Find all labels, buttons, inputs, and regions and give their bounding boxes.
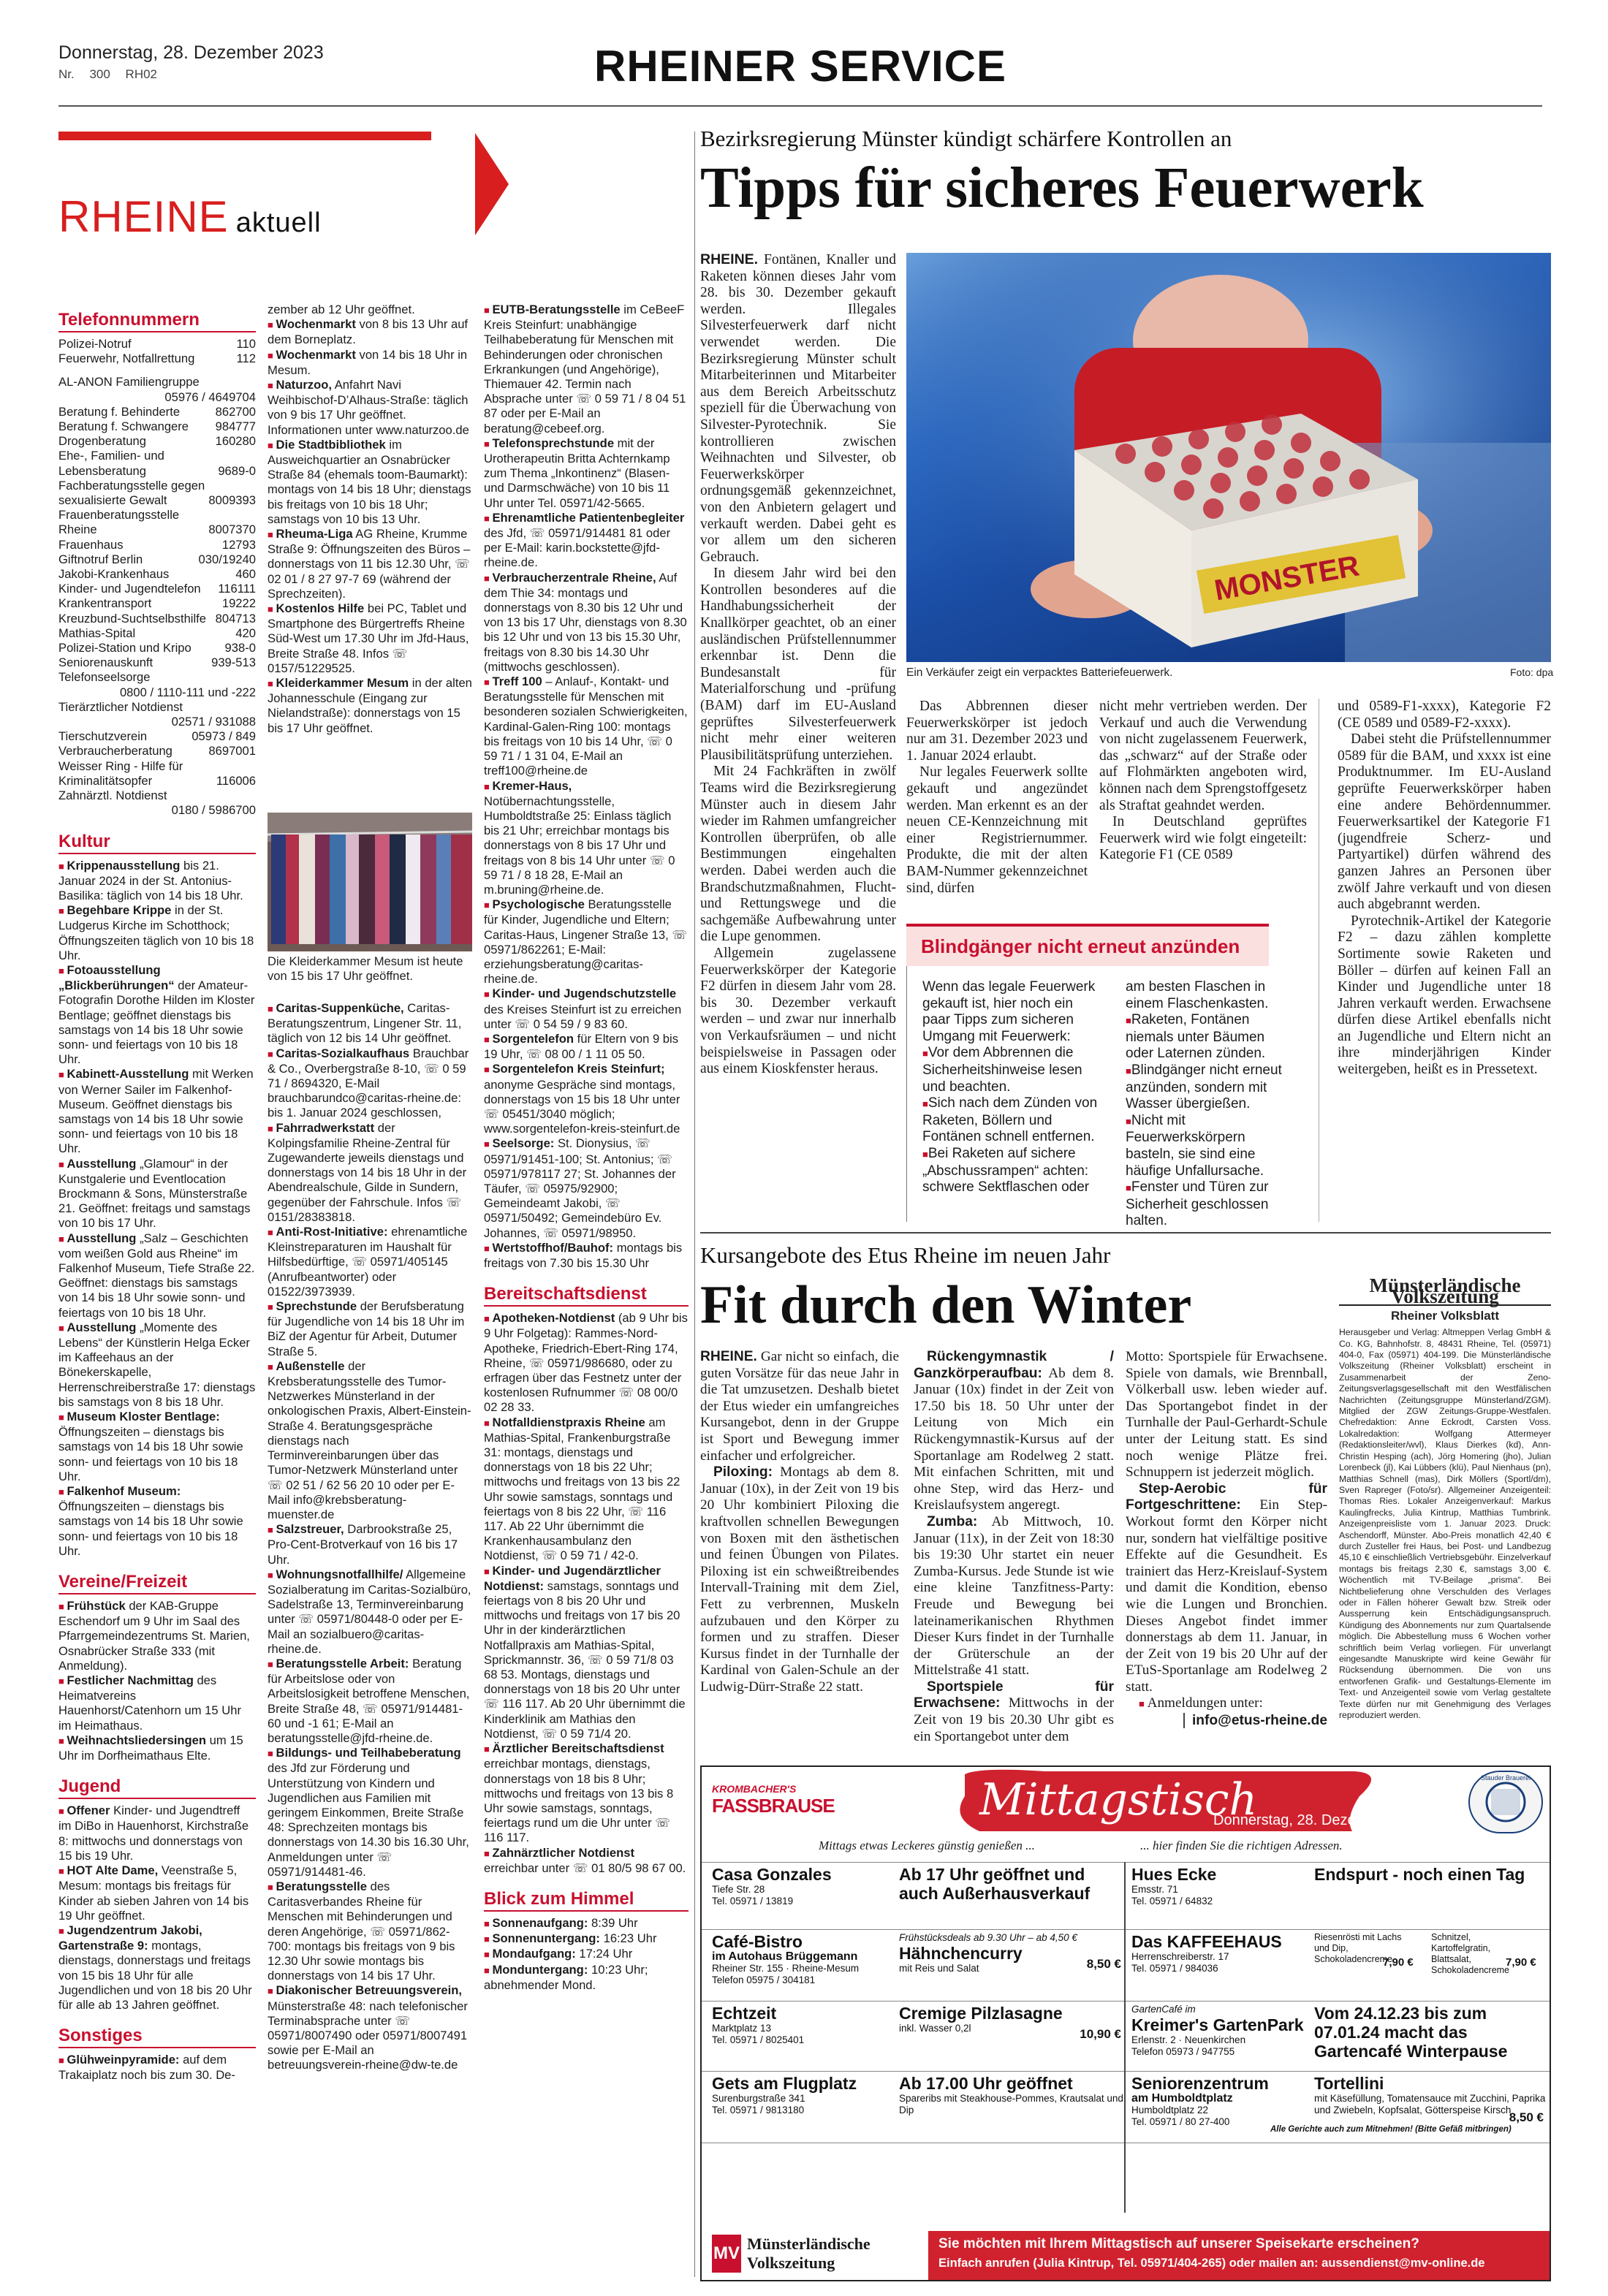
article1-col1: RHEINE. Fontänen, Knaller und Raketen können dieses Jahr vom 28. bis 30. Dezember gekauft werden. Illegales Silvesterfeuerwerk darf nicht verwendet werden. Die Bezirksregierung Münster schult Mitarbeiterinnen und Mitarbeiter aus dem Bereich Arbeitsschutz speziell für die Überwachung von Silvester-Pyrotechnik. Sie kontrollieren zwischen Weihnachten und Silvester, ob Feuerwerkskörper ordnungsgemäß gekennzeichnet, von den Anbietern gelagert und verkauft werden. Dabei geht es vor allem um den sicheren Gebrauch. In diesem Jahr wird bei den Kontrollen besonderes auf die Handhabungssicherheit der Knallkörper geachtet, ob an einer ausländischen Prüfstellennummer erkennbar ist. Denn die Bundesanstalt für Materialforschung und -prüfung (BAM) darf im EU-Ausland geprüftes Silvesterfeuerwerk nicht mehr einer weiteren Plausibilitätsprüfung unterziehen. Mit 24 Fachkräften in zwölf Teams wird die Bezirksregierung Münster auch in diesem Jahr wieder im Rahmen umfangreicher Kontrollen überprüfen, ob alle Bestimmungen eingehalten werden. Dabei werden auch die Brandschutzmaßnahmen, Flucht- und Rettungswege und die sachgemäße Aufbewahrung unter die Lupe genommen. Allgemein zugelassene Feuerwerkskörper der Kategorie F2 dürfen in diesem Jahr vom 28. bis 30. Dezember verkauft werden – und zwar nur innerhalb von Verkaufsräumen – und nicht beispielsweise in Passagen oder aus einem Kioskfenster heraus. <box>700 251 896 1077</box>
service-column-1 <box>58 310 256 2083</box>
phone-row: 02571 / 931088 <box>171 715 256 729</box>
phone-row: Verbraucherberatung 8697001 <box>58 744 256 759</box>
article2-col3: Motto: Sportspiele für Erwachsene. Spiele von damals, wie Brennball, Völkerball usw. leben wieder auf. Das Sportangebot findet in der Turnhalle der Paul-Gerhardt-Schule unter der Leitung statt. Es sind noch wenige Plätze frei. Schnuppern ist jederzeit möglich. Step-Aerobic für Fortgeschrittene: Ein Step-Workout formt den Körper nicht nur, sondern hat vielfältige positive Effekte auf die Gesundheit. Es trainiert das Herz-Kreislauf-System und damit die Kondition, ebenso wie die Lungen und Bronchien. Dieses Angebot findet immer donnerstags ab dem 11. Januar, in der Zeit von 19 bis 20 Uhr auf der ETuS-Sportanlage am Rodelweg 2 statt. ■ Anmeldungen unter: info@etus-rheine.de <box>1126 1349 1327 1729</box>
service-item: ■ Wohnungsnotfallhilfe/ Allgemeine Sozialberatung im Caritas-Sozialbüro, Sadelstraße 13, Terminvereinbarung unter ☏ 05971/80448-0 oder per E-Mail an sozialbuero@caritas-rheine.de. <box>268 1567 471 1656</box>
phone-row: sexualisierte Gewalt 8009393 <box>58 493 256 508</box>
tip-item: ■Sich nach dem Zünden von Raketen, Böllern und Fontänen schnell entfernen. <box>922 1095 1098 1145</box>
himmel-item: ■ Sonnenuntergang: 16:23 Uhr <box>484 1931 657 1946</box>
phone-row: Krankentransport 19222 <box>58 596 256 611</box>
kultur-item: ■ Ausstellung „Momente des Lebens“ der Künstlerin Helga Ecker im Kaffeehaus an der Bönekerskapelle, Herrenschreiberstraße 17: dienstags bis samstags von 8 bis 18 Uhr. <box>58 1320 256 1409</box>
kultur-item: ■ Begehbare Krippe in der St. Ludgerus Kirche im Schotthock; Öffnungszeiten täglich von 10 bis 18 Uhr. <box>58 903 254 962</box>
service-item: ■ Kinder- und Jugendschutzstelle des Kreises Steinfurt ist zu erreichen unter ☏ 0 54 59 / 9 83 60. <box>484 987 682 1031</box>
kultur-item: ■ Falkenhof Museum: Öffnungszeiten – dienstags bis samstags von 14 bis 18 Uhr sowie sonn- und feiertags von 10 bis 18 Uhr. <box>58 1484 243 1558</box>
fireworks-caption: Ein Verkäufer zeigt ein verpacktes Batteriefeuerwerk. <box>906 666 1173 679</box>
phone-row: Rheine 8007370 <box>58 522 256 537</box>
ad-cell: Café-Bistro im Autohaus Brüggemann Rheiner Str. 155 · Rheine-Mesum Telefon 05975 / 304181 <box>712 1932 860 1985</box>
ad-cell: Cremige Pilzlasagne inkl. Wasser 0,2l 10,90 € <box>899 2004 1121 2041</box>
phone-row: Frauenhaus 12793 <box>58 537 256 552</box>
sponsor-name: KROMBACHER'S <box>712 1783 797 1795</box>
service-item: ■ Anti-Rost-Initiative: ehrenamtliche Kleinstreparaturen im Haushalt für Hilfsbedürftige, ☏ 05971/405145 (Anrufbeantworter) oder 01522/3973939. <box>268 1225 468 1299</box>
article1-col2: Das Abbrennen dieser Feuerwerkskörper ist jedoch nur am 31. Dezember 2023 und 1. Januar 2024 erlaubt. Nur legales Feuerwerk sollte gekauft und angezündet werden. Man erkennt es an der neuen CE-Kennzeichnung mit einer Registriernummer. Produkte, die mit der alten BAM-Nummer gekennzeichnet sind, dürfen <box>906 699 1088 896</box>
mittagstisch-ad <box>700 1765 1551 2281</box>
service-item: ■ Beratungsstelle Arbeit: Beratung für Arbeitslose oder von Arbeitslosigkeit betroffene Menschen, Breite Straße 48, ☏ 05971/914481-60 und -1 61; E-Mail an beratungsstelle@jfd-rheine.de. <box>268 1656 470 1745</box>
phone-row: Tierschutzverein 05973 / 849 <box>58 729 256 744</box>
kultur-item: ■ Museum Kloster Bentlage: Öffnungszeiten – dienstags bis samstags von 14 bis 18 Uhr sowie sonn- und feiertags von 10 bis 18 Uhr. <box>58 1410 243 1483</box>
tip-item: ■Nicht mit Feuerwerkskörpern basteln, sie sind eine häufige Unfallursache. <box>1126 1112 1264 1179</box>
masthead-sub: Rheiner Volksblatt <box>1391 1308 1499 1323</box>
red-arrow-icon <box>475 133 509 235</box>
impressum-text: Herausgeber und Verlag: Altmeppen Verlag GmbH & Co. KG, Bahnhofstr. 8, 48431 Rheine, Tel. (05971) 404-0, Fax (05971) 404-199. Die Münsterländische Volkszeitung (Rheiner Volksblatt) erscheint in Zusammenarbeit der Zeno-Zeitungsverlagsgesellschaft mit den Westfälischen Nachrichten (Zeitungsgruppe Münsterland/ZGM). Mitglied der ZGW Zeitungs-Gruppe-Westfalen. Chefredaktion: Anne Eckrodt, Carsten Voss. Lokalredaktion: Wolfgang Attermeyer (Redaktionsleiter/wvl), Klaus Dierkes (kd), Ann-Christin Hesping (ach), Jörg Homering (jho), Julian Lorenbeck (jl), Kai Lübbers (klü), Paul Nienhaus (pn), Matthias Schnell (mas), Dirk Möllers (Sportl/dm), Sven Rapreger (Foto/sr). Allgemeiner Anzeigenteil: Thomas Ries. Lokaler Anzeigenverkauf: Markus Kaulingfrecks, Julia Kintrup, Matthias Tumbrink. Anzeigenpreisliste vom 1. Januar 2023. Druck: Aschendorff, Münster. Abo-Preis monatlich 42,40 € durch Zusteller frei Haus, bei Post- und Landbezug 45,10 € einschließlich Vertriebsgebühr. Einzelverkauf montags bis freitags 2,30 €, samstags 3,00 €. Wöchentlich mit TV-Beilage „prisma“. Bei Nichtbelieferung ohne Verschulden des Verlages oder in Fällen höherer Gewalt bzw. Streik oder Aussperrung kein Entschädigungsanspruch. Kündigung des Abonnements nur zum Quartalsende möglich. Die Abbestellung muss 6 Wochen vorher schriftlich beim Verlag vorliegen. Für unverlangt eingesandte Manuskripte wird keine Gewähr für Rücksendung übernommen. Die von uns entworfenen Grafik- und Gestaltungs-Elemente im Text- und Anzeigenteil sowie vom Verlag gestaltete Texte dürfen nur mit Genehmigung des Verlages reproduziert werden. <box>1339 1327 1551 1721</box>
service-item: ■ Wochenmarkt von 8 bis 13 Uhr auf dem Borneplatz. <box>268 317 469 347</box>
service-item: ■ Bildungs- und Teilhabeberatung des Jfd zur Förderung und Unterstützung von Kindern und Jugendlichen aus Familien mit geringem Einkommen, Breite Straße 48: Sprechzeiten montags bis donnerstags von 14.30 bis 16.30 Uhr, Anmeldungen unter ☏ 05971/914481-46. <box>268 1746 469 1879</box>
service-column-3 <box>484 303 689 1993</box>
service-column-2b <box>268 1001 472 2073</box>
bereitschaft-item: ■ Notfalldienstpraxis Rheine am Mathias-Spital, Frankenburgstraße 31: montags, dienstags und donnerstags von 18 bis 22 Uhr; mittwochs und freitags von 13 bis 22 Uhr sowie samstags, sonntags und feiertags von 8 bis 22 Uhr, ☏ 116 117. Ab 22 Uhr übernimmt die Krankenhausambulanz den Notdienst, ☏ 0 59 71 / 42-0. <box>484 1415 680 1563</box>
phone-row: Tierärztlicher Notdienst <box>58 699 183 714</box>
ad-cell: Seniorenzentrum am Humboldtplatz Humboldtplatz 22 Tel. 05971 / 80 27-400 <box>1131 2074 1269 2127</box>
ad-date: Donnerstag, 28. Dezember2023 <box>1213 1812 1422 1828</box>
service-item: ■ Diakonischer Betreuungsverein, Münsterstraße 48: nach telefonischer Terminabsprache unter ☏ 05971/8007490 oder 05971/8007491 sowie per E-Mail an betreuungsverein-rheine@dw-te.de <box>268 1983 468 2072</box>
service-item: ■ Kremer-Haus, Notübernachtungsstelle, Humboldtstraße 25: Einlass täglich bis 21 Uhr; erreichbar montags bis donnerstags von 8 bis 17 Uhr und freitags von 8 bis 14 Uhr unter ☏ 0 59 71 / 8 18 28, E-Mail an m.bruning@rheine.de. <box>484 778 675 897</box>
kultur-item: ■ Ausstellung „Salz – Geschichten vom weißen Gold aus Rheine“ im Falkenhof Museum, Tiefe Straße 22. Geöffnet: dienstags bis samstags von 14 bis 18 Uhr sowie sonn- und feiertags von 10 bis 18 Uhr. <box>58 1231 255 1320</box>
service-item: ■ Ehrenamtliche Patientenbegleiter des Jfd, ☏ 05971/914481 81 oder per E-Mail: karin.bockstette@jfd-rheine.de. <box>484 510 685 570</box>
phone-row: Kinder- und Jugendtelefon 116111 <box>58 582 256 596</box>
ad-cell: Casa Gonzales Tiefe Str. 28 Tel. 05971 / 13819 <box>712 1865 832 1907</box>
himmel-item: ■ Sonnenaufgang: 8:39 Uhr <box>484 1915 638 1930</box>
bereitschaft-item: ■ Apotheken-Notdienst (ab 9 Uhr bis 9 Uhr Folgetag): Rammes-Nord-Apotheke, Friedrich-Ebert-Ring 174, Rheine, ☏ 05971/986680, oder zu erfragen über das Festnetz unter der kostenlosen Rufnummer ☏ 08 00/0 02 28 33. <box>484 1311 688 1415</box>
phone-row: Fachberatungsstelle gegen <box>58 478 205 493</box>
service-item: zember ab 12 Uhr geöffnet. <box>268 303 415 316</box>
vereine-heading: Vereine/Freizeit <box>58 1572 256 1594</box>
kleiderkammer-caption: Die Kleiderkammer Mesum ist heute von 15 bis 17 Uhr geöffnet. <box>268 954 463 984</box>
service-item: ■ Wertstoffhof/Bauhof: montags bis freitags von 7.30 bis 15.30 Uhr <box>484 1240 683 1270</box>
kultur-item: ■ Ausstellung „Glamour“ in der Kunstgalerie und Eventlocation Brockmann & Sons, Münsterstraße 21. Geöffnet: freitags und samstags von 10 bis 17 Uhr. <box>58 1156 251 1231</box>
ad-cell: GartenCafé im Kreimer's GartenPark Erlenstr. 2 · Neuenkirchen Telefon 05973 / 947755 <box>1131 2004 1304 2057</box>
tip-item: ■Raketen, Fontänen niemals unter Bäumen oder Laternen zünden. <box>1126 1012 1266 1062</box>
service-column-2 <box>268 303 472 736</box>
service-item: ■ Die Stadtbibliothek im Ausweichquartier an Osnabrücker Straße 84 (ehemals toom-Baumarkt): montags von 14 bis 18 Uhr; dienstags bis freitags von 10 bis 18 Uhr; samstags von 10 bis 13 Uhr. <box>268 437 471 526</box>
service-item: ■ Caritas-Suppenküche, Caritas-Beratungszentrum, Lingener Str. 11, täglich von 12 bis 14 Uhr geöffnet. <box>268 1001 462 1046</box>
blindgaenger-box-head: Blindgänger nicht erneut anzünden <box>906 924 1269 966</box>
sonstiges-item: ■ Glühweinpyramide: auf dem Trakaiplatz noch bis zum 30. De- <box>58 2053 235 2083</box>
himmel-item: abnehmender Mond. <box>484 1977 596 1992</box>
article1-col3: nicht mehr vertrieben werden. Der Verkauf und auch die Verwendung von nicht zugelassenem Feuerwerk, das „schwarz“ auf der Straße oder auf Flohmärkten angeboten wird, können nach dem Sprengstoffgesetz als Straftat geahndet werden. In Deutschland geprüftes Feuerwerk wird wie folgt eingeteilt: Kategorie F1 (CE 0589 <box>1099 699 1307 863</box>
service-item: ■ Außenstelle der Krebsberatungsstelle des Tumor-Netzwerkes Münsterland in der onkologischen Praxis, Albert-Einstein-Straße 4. Beratungsgespräche dienstags nach Terminvereinbarungen über das Tumor-Netzwerk Münsterland unter ☏ 02 51 / 62 56 20 10 oder per E-Mail info@krebsberatung-muenster.de <box>268 1358 471 1521</box>
phone-row: Polizei-Station und Kripo 938-0 <box>58 641 256 655</box>
sonstiges-heading: Sonstiges <box>58 2026 256 2048</box>
brand-name: RHEINE aktuell <box>58 192 322 241</box>
article2-kicker: Kursangebote des Etus Rheine im neuen Jahr <box>700 1242 1111 1268</box>
service-item: ■ Caritas-Sozialkaufhaus Brauchbar & Co., Overbergstraße 8-10, ☏ 0 59 71 / 8694320, E-Mail brauchbarundco@caritas-rheine.de: bis 1. Januar 2024 geschlossen, <box>268 1046 469 1120</box>
jugend-item: ■ Jugendzentrum Jakobi, Gartenstraße 9: montags, dienstags, donnerstags und freitags von 15 bis 18 Uhr für alle Jugendlichen und von 18 bis 20 Uhr für alle ab 13 Jahren geöffnet. <box>58 1923 252 2012</box>
service-item: ■ Beratungsstelle des Caritasverbandes Rheine für Menschen mit Behinderungen und deren Angehörige, ☏ 05971/862-700: montags bis freitags von 9 bis 12.30 Uhr sowie montags bis donnerstags von 14 bis 17 Uhr. <box>268 1879 455 1983</box>
column-divider <box>694 132 695 2277</box>
kultur-item: ■ Fotoausstellung „Blickberührungen“ der Amateur-Fotografin Dorothe Hilden im Kloster Bentlage; geöffnet dienstags bis samstags von 14 bis 18 Uhr sowie sonn- und feiertags von 10 bis 18 Uhr. <box>58 962 255 1067</box>
footer-line-1: Sie möchten mit Ihrem Mittagstisch auf unserer Speisekarte erscheinen? <box>938 2236 1419 2251</box>
tip-item: ■Vor dem Abbrennen die Sicherheitshinweise lesen und beachten. <box>922 1045 1082 1095</box>
fireworks-photo <box>906 253 1551 662</box>
ad-row-divider <box>702 1862 1551 1863</box>
ad-cell: Frühstücksdeals ab 9.30 Uhr – ab 4,50 € Hähnchencurry mit Reis und Salat 8,50 € <box>899 1932 1121 1974</box>
phone-row: Frauenberatungsstelle <box>58 508 180 522</box>
brewery-logo: Stauder Brauerei <box>1480 1774 1531 1782</box>
phone-row: Lebensberatung 9689-0 <box>58 463 256 478</box>
service-item: ■ Sorgentelefon Kreis Steinfurt; anonyme Gespräche sind montags, donnerstags von 15 bis 18 Uhr unter ☏ 05451/3040 möglich; www.sorgentelefon-kreis-steinfurt.de <box>484 1062 680 1136</box>
service-item: ■ Wochenmarkt von 14 bis 18 Uhr in Mesum. <box>268 347 468 377</box>
service-item: ■ Rheuma-Liga AG Rheine, Krumme Straße 9: Öffnungszeiten des Büros – donnerstags von 11 bis 12.30 Uhr, ☏ 02 01 / 8 27 97-7 69 (während der Sprechzeiten). <box>268 527 471 601</box>
jugend-heading: Jugend <box>58 1776 256 1799</box>
bereitschaft-heading: Bereitschaftsdienst <box>484 1284 689 1307</box>
photo-credit: Foto: dpa <box>1510 666 1554 678</box>
phone-row: Polizei-Notruf 110 <box>58 337 256 351</box>
ad-cell: Tortellini mit Käsefüllung, Tomatensauce mit Zucchini, Paprika und Zwiebeln, Kopfsalat, Götterspeise Kirsch 8,50 € Alle Gerichte auch zum Mitnehmen! (Bitte Gefäß mitbringen) <box>1270 2074 1546 2134</box>
phone-row: 0180 / 5986700 <box>171 803 256 818</box>
service-item: ■ Kostenlos Hilfe bei PC, Tablet und Smartphone des Bürgertreffs Rheine Süd-West um 17.30 Uhr im Jfd-Haus, Breite Straße 48. Infos ☏ 0157/51229525. <box>268 601 469 675</box>
kultur-item: ■ Kabinett-Ausstellung mit Werken von Werner Sailer im Falkenhof-Museum. Geöffnet dienstags bis samstags von 14 bis 18 Uhr sowie sonn- und feiertags von 10 bis 18 Uhr. <box>58 1067 254 1156</box>
blindgaenger-box-col2 <box>1126 979 1295 1230</box>
etus-email-link[interactable]: info@etus-rheine.de <box>1183 1713 1327 1728</box>
service-item: ■ Seelsorge: St. Dionysius, ☏ 05971/91451-100; St. Antonius; ☏ 05971/978117 27; St. Johannes der Täufer, ☏ 05975/92900; Gemeindeamt Jakobi, ☏ 05971/50492; Gemeindebüro Ev. Johannes, ☏ 05971/98950. <box>484 1136 676 1240</box>
kultur-item: ■ Krippenausstellung bis 21. Januar 2024 in der St. Antonius-Basilika: täglich von 14 bis 18 Uhr. <box>58 858 243 902</box>
ad-cell: Hues Ecke Emsstr. 71 Tel. 05971 / 64832 <box>1131 1865 1217 1907</box>
phone-row: Jakobi-Krankenhaus 460 <box>58 567 256 582</box>
vereine-item: ■ Festlicher Nachmittag des Heimatvereins Hauenhorst/Catenhorn um 15 Uhr im Heimathaus. <box>58 1673 241 1733</box>
ad-cell: Echtzeit Marktplatz 13 Tel. 05971 / 8025401 <box>712 2004 805 2045</box>
himmel-heading: Blick zum Himmel <box>484 1889 689 1912</box>
service-item: ■ Salzstreuer, Darbrookstraße 25, Pro-Cent-Brotverkauf von 16 bis 17 Uhr. <box>268 1522 458 1567</box>
issue-date: Donnerstag, 28. Dezember 2023 <box>58 42 324 63</box>
blindgaenger-box-col1: Wenn das legale Feuerwerk gekauft ist, hier noch ein paar Tipps zum sicheren Umgang mit Feuerwerk: ■Vor dem Abbrennen die Sicherheitshinweise lesen und beachten. ■Sich nach dem Zünden von Raketen, Böllern und Fontänen schnell entfernen. ■Bei Raketen auf sichere „Abschussrampen“ achten: schwere Sektflaschen oder <box>922 979 1104 1196</box>
ad-cell: Gets am Flugplatz Surenburgstraße 341 Tel. 05971 / 9813180 <box>712 2074 857 2116</box>
phone-row: Beratung f. Behinderte 862700 <box>58 404 256 419</box>
bereitschaft-item: ■ Zahnärztlicher Notdienst erreichbar unter ☏ 01 80/5 98 67 00. <box>484 1845 686 1875</box>
service-item: ■ Psychologische Beratungsstelle für Kinder, Jugendliche und Eltern; Caritas-Haus, Lingener Straße 13, ☏ 05971/862261; E-Mail: erziehungsberatung@caritas-rheine.de. <box>484 897 688 987</box>
phone-row: Mathias-Spital 420 <box>58 626 256 640</box>
ad-cell: Ab 17 Uhr geöffnet und auch Außerhausverkauf <box>899 1865 1091 1903</box>
telefon-heading: Telefonnummern <box>58 310 256 332</box>
phone-row: Giftnotruf Berlin 030/19240 <box>58 552 256 566</box>
ad-tagline-1: Mittags etwas Leckeres günstig genießen ... <box>819 1839 1035 1852</box>
phone-row: Seniorenauskunft 939-513 <box>58 655 256 670</box>
service-item: ■ Telefonsprechstunde mit der Urotherapeutin Britta Achternkamp zum Thema „Inkontinenz“ (Blasen- und Darmschwäche) von 10 bis 11 Uhr unter Tel. 05971/42-5665. <box>484 436 670 510</box>
phone-row: Kreuzbund-Suchtselbsthilfe 804713 <box>58 611 256 626</box>
jugend-item: ■ HOT Alte Dame, Veenstraße 5, Mesum: montags bis freitags für Kinder ab sieben Jahren von 14 bis 19 Uhr geöffnet. <box>58 1863 249 1923</box>
rheine-aktuell-brand <box>58 132 687 248</box>
issue-number: Nr. 300 RH02 <box>58 67 158 81</box>
service-item: ■ Fahrradwerkstatt der Kolpingsfamilie Rheine-Zentral für Zugewanderte jeweils dienstags und donnerstags von 14 bis 18 Uhr in der Abendrealschule, Gilde in Sundern, gegenüber der Fahrschule. Infos ☏ 0151/28383818. <box>268 1120 467 1224</box>
himmel-item: ■ Monduntergang: 10:23 Uhr; <box>484 1962 648 1977</box>
footer-line-2: Einfach anrufen (Julia Kintrup, Tel. 05971/404-265) oder mailen an: aussendienst@mv-online.de <box>938 2257 1485 2270</box>
tip-item: ■Fenster und Türen zur Sicherheit geschlossen halten. <box>1126 1179 1269 1229</box>
mv-logo: MV <box>712 2235 741 2273</box>
phone-row: Feuerwehr, Notfallrettung 112 <box>58 351 256 366</box>
vereine-item: ■ Frühstück der KAB-Gruppe Eschendorf um 9 Uhr im Saal des Pfarrgemeindezentrums St. Marien, Osnabrücker Straße 333 (mit Anmeldung). <box>58 1599 250 1673</box>
service-item: ■ Naturzoo, Anfahrt Navi Weihbischof-D’Alhaus-Straße: täglich von 9 bis 17 Uhr geöffnet. Informationen unter www.naturzoo.de <box>268 378 469 437</box>
tip-item: am besten Flaschen in einem Flaschenkasten. <box>1126 979 1269 1011</box>
phone-row: Ehe-, Familien- und <box>58 449 164 463</box>
article2-col2: Rückengymnastik / Ganzkörperaufbau: Ab dem 8. Januar (10x) findet in der Zeit von 17.50 bis 18. 50 Uhr unter der Leitung von Mich ein Rückengymnastik-Kursus auf der Sportanlage am Rodelweg 2 statt. Mit einfachen Schritten, mit und ohne Step, wird das Herz- und Kreislaufsystem angeregt. Zumba: Ab Mittwoch, 10. Januar (11x), in der Zeit von 18:30 bis 19:30 Uhr startet ein neuer Zumba-Kursus. Jede Stunde ist wie eine kleine Tanzfitness-Party: Freude und Bewegung bei lateinamerikanischen Rhythmen Dieser Kurs findet in der Turnhalle der Grüterschule an der Mittelstraße 41 statt. Sportspiele für Erwachsene: Mittwochs in der Zeit von 19 bis 20.30 Uhr gibt es ein Sportangebot unter dem <box>914 1349 1115 1744</box>
article-divider <box>700 1232 1551 1233</box>
ad-tagline-2: ... hier finden Sie die richtigen Adressen. <box>1140 1839 1343 1852</box>
clothes-rack-photo <box>268 813 472 951</box>
phone-row: 0800 / 1110-111 und -222 <box>119 685 256 699</box>
service-item: ■ Treff 100 – Anlauf-, Kontakt- und Beratungsstelle für Menschen mit besonderen sozialen Schwierigkeiten, Kardinal-Galen-Ring 100: montags bis freitags von 10 bis 14 Uhr, ☏ 0 59 71 / 1 31 04, E-Mail an treff100@rheine.de <box>484 674 688 778</box>
service-item: ■ Sprechstunde der Berufsberatung für Jugendliche von 14 bis 18 Uhr im BiZ der Agentur für Arbeit, Dutumer Straße 5. <box>268 1299 465 1358</box>
jugend-item: ■ Offener Kinder- und Jugendtreff im DiBo in Hauenhorst, Kirchstraße 8: mittwochs und donnerstags von 15 bis 19 Uhr. <box>58 1803 249 1863</box>
section-title: RHEINER SERVICE <box>593 42 1007 91</box>
ad-title: Mittagstisch <box>979 1774 1258 1825</box>
ad-cell: Vom 24.12.23 bis zum 07.01.24 macht das Gartencafé Winterpause <box>1314 2004 1508 2061</box>
box-rule-left <box>906 966 907 1222</box>
ad-cell: Endspurt - noch einen Tag <box>1314 1865 1525 1884</box>
phone-row: AL-ANON Familiengruppe <box>58 375 200 389</box>
phone-row: Beratung f. Schwangere 984777 <box>58 419 256 434</box>
phone-row: Drogenberatung 160280 <box>58 434 256 449</box>
tip-item: ■Bei Raketen auf sichere „Abschussrampen“ achten: schwere Sektflaschen oder <box>922 1145 1090 1195</box>
article2-headline: Fit durch den Winter <box>700 1275 1192 1335</box>
bereitschaft-item: ■ Ärztlicher Bereitschaftsdienst erreichbar montags, dienstags, donnerstags von 18 bis 8 Uhr; mittwochs und freitags von 13 bis 8 Uhr sowie samstags, sonntags, feiertags rund um die Uhr unter ☏ 116 117. <box>484 1741 674 1845</box>
service-item: ■ EUTB-Beratungsstelle im CeBeeF Kreis Steinfurt: unabhängige Teilhabeberatung für Menschen mit Behinderungen oder chronischen Erkrankungen (und Angehörige), Thiemauer 42. Termin nach Absprache unter ☏ 0 59 71 / 8 04 51 87 oder per E-Mail an beratung@cebeef.org. <box>484 303 686 436</box>
service-item: ■ Verbraucherzentrale Rheine, Auf dem Thie 34: montags und donnerstags von 8.30 bis 12 Uhr und von 13 bis 17 Uhr, dienstags von 8.30 bis 12 Uhr und von 13 bis 15.30 Uhr, freitags von 8.30 bis 14.30 Uhr (mittwochs geschlossen). <box>484 570 687 674</box>
phone-row: Weisser Ring - Hilfe für <box>58 759 183 773</box>
sponsor-product: FASSBRAUSE <box>712 1795 835 1817</box>
tip-item: ■Blindgänger nicht erneut anzünden, sondern mit Wasser übergießen. <box>1126 1062 1282 1112</box>
article2-col1: RHEINE. Gar nicht so einfach, die guten Vorsätze für das neue Jahr in die Tat umzusetzen. Deshalb bietet der Etus wieder ein umfangreiches Kursangebot, denn in der Gruppe ist Sport und Bewegung immer einfacher und erfolgreicher. Piloxing: Montags ab dem 8. Januar (10x), in der Zeit von 19 bis 20 Uhr kombiniert Piloxing die kraftvollen schnellen Bewegungen von Boxen mit den ästhetischen und feinen Übungen von Pilates. Piloxing ist ein schweißtreibendes Intervall-Training mit dem Ziel, Fett zu verbrennen, Muskeln aufzubauen und den Körper zu formen und zu straffen. Dieser Kursus findet in der Turnhalle der Kardinal von Galen-Schule an der Ludwig-Dürr-Straße 22 statt. <box>700 1349 899 1695</box>
ad-cell: Das KAFFEEHAUS Herrenschreiberstr. 17 Tel. 05971 / 984036 <box>1131 1932 1282 1974</box>
phone-row: Zahnärztl. Notdienst <box>58 788 167 803</box>
himmel-item: ■ Mondaufgang: 17:24 Uhr <box>484 1947 633 1961</box>
masthead: Münsterländische Volkszeitung <box>1339 1277 1551 1306</box>
service-item: ■ Kleiderkammer Mesum in der alten Johannesschule (Eingang zur Nielandstraße): donnerstags von 15 bis 17 Uhr geöffnet. <box>268 676 472 735</box>
vereine-item: ■ Weihnachtsliedersingen um 15 Uhr im Dorfheimathaus Elte. <box>58 1733 243 1763</box>
article1-kicker: Bezirksregierung Münster kündigt schärfere Kontrollen an <box>700 126 1232 151</box>
phone-row: Telefonseelsorge <box>58 670 151 685</box>
phone-row: 05976 / 4649704 <box>164 389 256 404</box>
article1-headline: Tipps für sicheres Feuerwerk <box>700 156 1424 220</box>
footer-logo: Münsterländische Volkszeitung <box>747 2235 871 2272</box>
phone-row: Kriminalitätsopfer 116006 <box>58 773 256 788</box>
impressum <box>1339 1274 1551 1721</box>
page-header <box>58 39 1542 107</box>
article1-col4: und 0589-F1-xxxx), Kategorie F2 (CE 0589 und 0589-F2-xxxx). Dabei steht die Prüfstellennummer 0589 für die BAM, und xxxx ist eine Produktnummer. Im EU-Ausland geprüfte Feuerwerkskörper haben eine andere Behördennummer. Feuerwerksartikel der Kategorie F1 (jugendfreie Scherz- und Partyartikel) dürfen während des ganzen Jahres an Personen über zwölf Jahre verkauft und von diesen auch abgebrannt werden. Pyrotechnik-Artikel der Kategorie F2 – dazu zählen komplette Sortimente sowie Raketen und Böller – dürfen auf keinen Fall an Kinder und Jugendliche unter 18 Jahren verkauft werden. Erwachsene dürfen diese Artikel ebenfalls nicht an Jugendliche und Eltern nicht an ihre minderjährigen Kinder weitergeben, heißt es in Pressetext. <box>1338 699 1551 1078</box>
ad-cell: Ab 17.00 Uhr geöffnet Spareribs mit Steakhouse-Pommes, Krautsalat und Dip <box>899 2074 1123 2116</box>
monster-label: MONSTER <box>1212 550 1362 607</box>
service-item: ■ Sorgentelefon für Eltern von 9 bis 19 Uhr, ☏ 08 00 / 1 11 05 50. <box>484 1031 679 1062</box>
ad-cell: Riesenrösti mit Lachs und Dip, Schokoladencreme 7,90 € Schnitzel, Kartoffelgratin, Blattsalat, Schokoladencreme 7,90 € <box>1314 1932 1536 1975</box>
kultur-heading: Kultur <box>58 832 256 854</box>
bereitschaft-item: ■ Kinder- und Jugendärztlicher Notdienst: samstags, sonntags und feiertags von 8 bis 20 Uhr und mittwochs und freitags von 17 bis 20 Uhr in der kinderärztlichen Notfallpraxis am Mathias-Spital, Sprickmannstr. 36, ☏ 0 59 71/8 03 68 53. Montags, dienstags und donnerstags von 18 bis 20 Uhr unter ☏ 116 117. Ab 20 Uhr übernimmt die Kinderklinik am Mathias den Notdienst, ☏ 0 59 71/4 20. <box>484 1563 686 1741</box>
